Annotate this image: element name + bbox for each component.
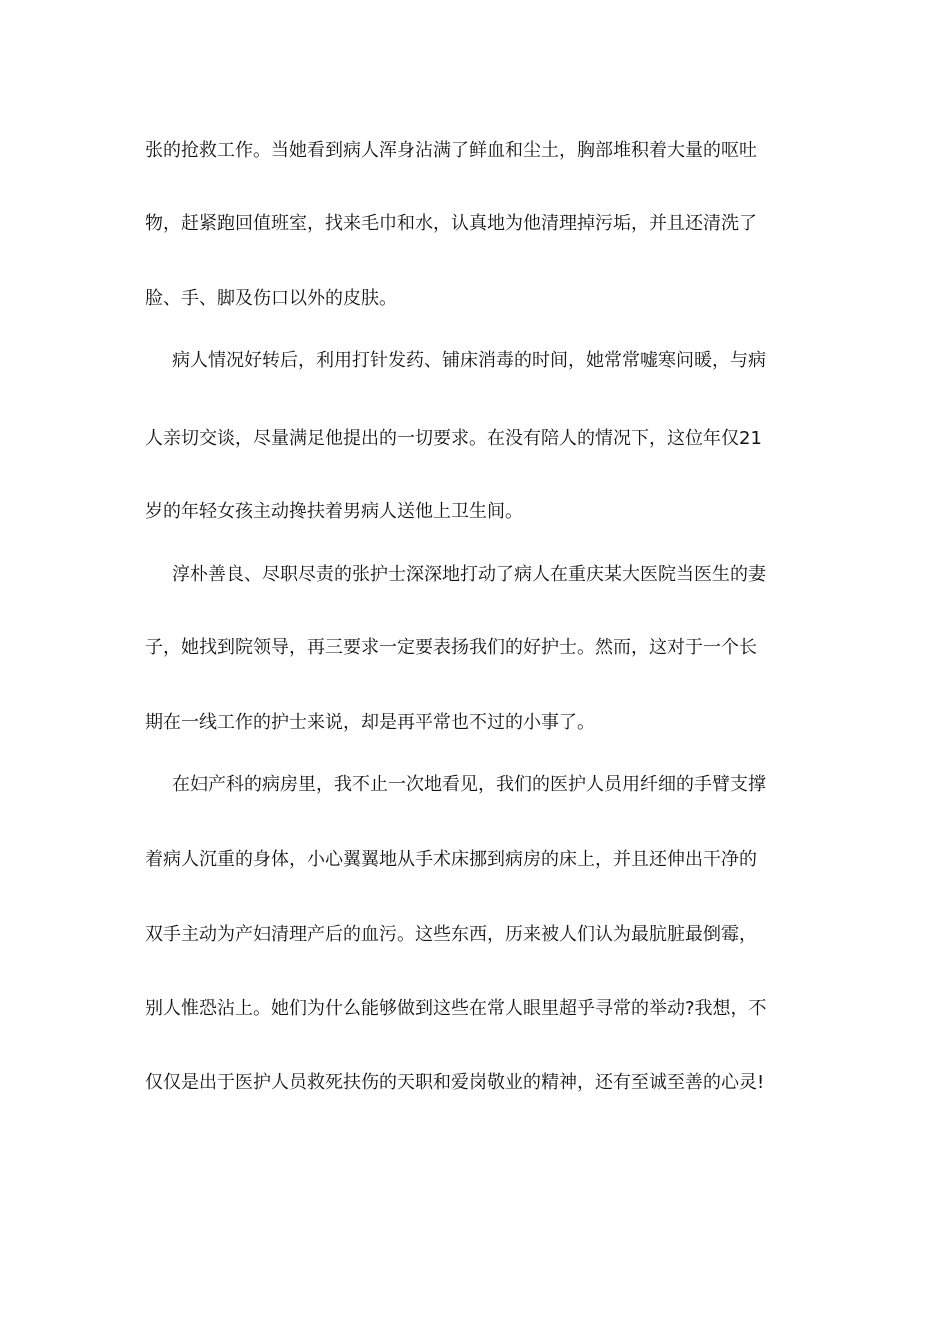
text-line: 双手主动为产妇清理产后的血污。这些东西，历来被人们认为最肮脏最倒霉， xyxy=(145,924,757,945)
text-line: 脸、手、脚及伤口以外的皮肤。 xyxy=(145,288,397,309)
paragraph-first-line: 在妇产科的病房里，我不止一次地看见，我们的医护人员用纤细的手臂支撑 xyxy=(172,774,766,795)
text-line: 期在一线工作的护士来说，却是再平常也不过的小事了。 xyxy=(145,712,595,733)
paragraph-first-line: 病人情况好转后，利用打针发药、铺床消毒的时间，她常常嘘寒问暖，与病 xyxy=(172,350,766,371)
text-line: 着病人沉重的身体，小心翼翼地从手术床挪到病房的床上，并且还伸出干净的 xyxy=(145,849,757,870)
paragraph-first-line: 淳朴善良、尽职尽责的张护士深深地打动了病人在重庆某大医院当医生的妻 xyxy=(172,564,766,585)
text-line: 子，她找到院领导，再三要求一定要表扬我们的好护士。然而，这对于一个长 xyxy=(145,637,757,658)
text-line: 岁的年轻女孩主动搀扶着男病人送他上卫生间。 xyxy=(145,501,523,522)
text-line: 别人惟恐沾上。她们为什么能够做到这些在常人眼里超乎寻常的举动?我想，不 xyxy=(145,998,767,1019)
text-line: 人亲切交谈，尽量满足他提出的一切要求。在没有陪人的情况下，这位年仅21 xyxy=(145,428,762,449)
text-line: 张的抢救工作。当她看到病人浑身沾满了鲜血和尘土，胸部堆积着大量的呕吐 xyxy=(145,140,757,161)
text-line: 仅仅是出于医护人员救死扶伤的天职和爱岗敬业的精神，还有至诚至善的心灵! xyxy=(145,1072,765,1093)
text-line: 物，赶紧跑回值班室，找来毛巾和水，认真地为他清理掉污垢，并且还清洗了 xyxy=(145,213,757,234)
